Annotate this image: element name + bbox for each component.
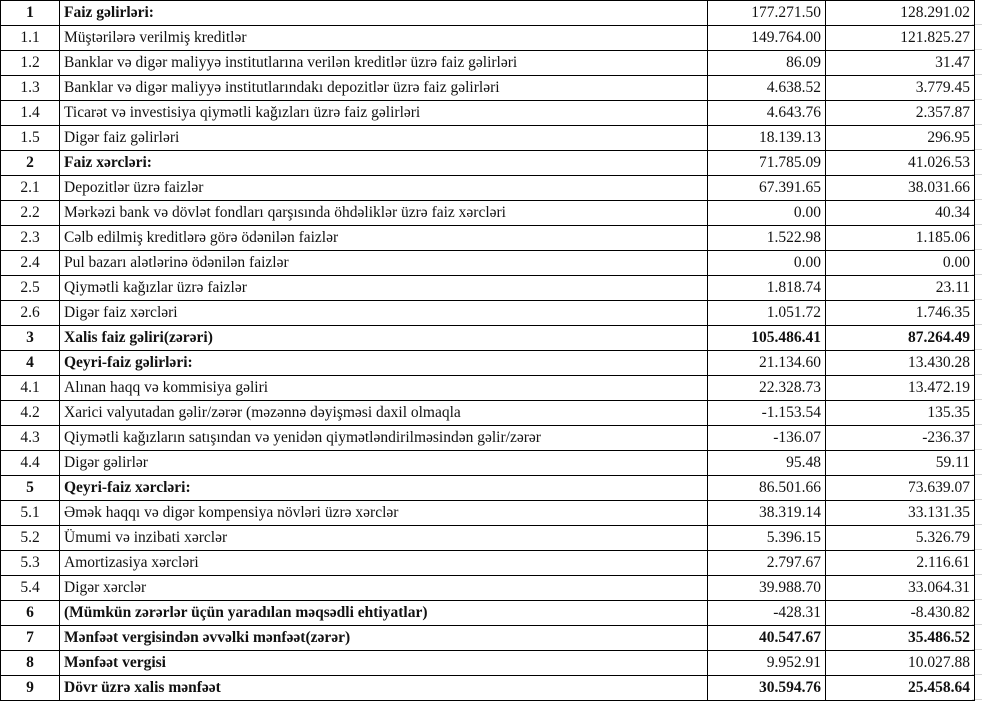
- current-period-value-cell[interactable]: 0.00: [708, 201, 826, 226]
- table-row: [1, 301, 975, 326]
- row-label-cell[interactable]: Xalis faiz gəliri(zərəri): [60, 326, 708, 351]
- row-label-cell[interactable]: Faiz gəlirləri:: [60, 1, 708, 26]
- row-number-cell[interactable]: 5.1: [1, 501, 60, 526]
- table-row: [1, 276, 975, 301]
- table-row: [1, 426, 975, 451]
- current-period-value-cell[interactable]: 71.785.09: [708, 151, 826, 176]
- row-number-cell[interactable]: 3: [1, 326, 60, 351]
- table-row: [1, 601, 975, 626]
- previous-period-value-cell[interactable]: 73.639.07: [826, 476, 975, 501]
- table-row: [1, 451, 975, 476]
- table-row: [1, 176, 975, 201]
- row-number-cell[interactable]: 4.4: [1, 451, 60, 476]
- row-number-cell[interactable]: 4.2: [1, 401, 60, 426]
- current-period-value-cell[interactable]: -136.07: [708, 426, 826, 451]
- current-period-value-cell[interactable]: 39.988.70: [708, 576, 826, 601]
- row-number-cell[interactable]: 5.2: [1, 526, 60, 551]
- row-label-cell[interactable]: Qeyri-faiz gəlirləri:: [60, 351, 708, 376]
- previous-period-value-cell[interactable]: 10.027.88: [826, 651, 975, 676]
- current-period-value-cell[interactable]: 67.391.65: [708, 176, 826, 201]
- table-row: [1, 501, 975, 526]
- current-period-value-cell[interactable]: 30.594.76: [708, 676, 826, 701]
- current-period-value-cell[interactable]: 1.051.72: [708, 301, 826, 326]
- row-number-cell[interactable]: 5: [1, 476, 60, 501]
- table-row: [1, 401, 975, 426]
- table-row: [1, 251, 975, 276]
- current-period-value-cell[interactable]: 105.486.41: [708, 326, 826, 351]
- table-row: [1, 126, 975, 151]
- previous-period-value-cell[interactable]: 87.264.49: [826, 326, 975, 351]
- previous-period-value-cell[interactable]: 121.825.27: [826, 26, 975, 51]
- table-row: [1, 1, 975, 26]
- row-label-cell[interactable]: Digər gəlirlər: [60, 451, 708, 476]
- row-number-cell[interactable]: 2.4: [1, 251, 60, 276]
- row-label-cell[interactable]: Depozitlər üzrə faizlər: [60, 176, 708, 201]
- current-period-value-cell[interactable]: 22.328.73: [708, 376, 826, 401]
- row-label-cell[interactable]: Mənfəət vergisi: [60, 651, 708, 676]
- previous-period-value-cell[interactable]: 33.064.31: [826, 576, 975, 601]
- row-number-cell[interactable]: 2.1: [1, 176, 60, 201]
- table-row: [1, 551, 975, 576]
- row-number-cell[interactable]: 2.3: [1, 226, 60, 251]
- current-period-value-cell[interactable]: 86.09: [708, 51, 826, 76]
- row-number-cell[interactable]: 7: [1, 626, 60, 651]
- table-row: [1, 376, 975, 401]
- table-row: [1, 651, 975, 676]
- current-period-value-cell[interactable]: 21.134.60: [708, 351, 826, 376]
- current-period-value-cell[interactable]: 86.501.66: [708, 476, 826, 501]
- table-row: [1, 151, 975, 176]
- table-row: [1, 201, 975, 226]
- current-period-value-cell[interactable]: 2.797.67: [708, 551, 826, 576]
- row-label-cell[interactable]: Pul bazarı alətlərinə ödənilən faizlər: [60, 251, 708, 276]
- current-period-value-cell[interactable]: -428.31: [708, 601, 826, 626]
- row-number-cell[interactable]: 5.3: [1, 551, 60, 576]
- previous-period-value-cell[interactable]: 23.11: [826, 276, 975, 301]
- row-number-cell[interactable]: 8: [1, 651, 60, 676]
- table-row: [1, 101, 975, 126]
- table-row: [1, 576, 975, 601]
- previous-period-value-cell[interactable]: 41.026.53: [826, 151, 975, 176]
- previous-period-value-cell[interactable]: 5.326.79: [826, 526, 975, 551]
- row-label-cell[interactable]: Faiz xərcləri:: [60, 151, 708, 176]
- row-label-cell[interactable]: Əmək haqqı və digər kompensiya növləri üzrə xərclər: [60, 501, 708, 526]
- current-period-value-cell[interactable]: -1.153.54: [708, 401, 826, 426]
- row-label-cell[interactable]: Qeyri-faiz xərcləri:: [60, 476, 708, 501]
- previous-period-value-cell[interactable]: 31.47: [826, 51, 975, 76]
- row-number-cell[interactable]: 2.5: [1, 276, 60, 301]
- row-number-cell[interactable]: 2.6: [1, 301, 60, 326]
- previous-period-value-cell[interactable]: 35.486.52: [826, 626, 975, 651]
- row-number-cell[interactable]: 1.4: [1, 101, 60, 126]
- row-number-cell[interactable]: 5.4: [1, 576, 60, 601]
- current-period-value-cell[interactable]: 0.00: [708, 251, 826, 276]
- row-label-cell[interactable]: Banklar və digər maliyyə institutlarına verilən kreditlər üzrə faiz gəlirləri: [60, 51, 708, 76]
- previous-period-value-cell[interactable]: 33.131.35: [826, 501, 975, 526]
- table-row: [1, 51, 975, 76]
- previous-period-value-cell[interactable]: 13.472.19: [826, 376, 975, 401]
- current-period-value-cell[interactable]: 40.547.67: [708, 626, 826, 651]
- row-number-cell[interactable]: 9: [1, 676, 60, 701]
- current-period-value-cell[interactable]: 5.396.15: [708, 526, 826, 551]
- previous-period-value-cell[interactable]: 0.00: [826, 251, 975, 276]
- previous-period-value-cell[interactable]: 128.291.02: [826, 1, 975, 26]
- previous-period-value-cell[interactable]: -236.37: [826, 426, 975, 451]
- previous-period-value-cell[interactable]: 296.95: [826, 126, 975, 151]
- row-label-cell[interactable]: Mərkəzi bank və dövlət fondları qarşısında öhdəliklər üzrə faiz xərcləri: [60, 201, 708, 226]
- table-row: [1, 26, 975, 51]
- previous-period-value-cell[interactable]: -8.430.82: [826, 601, 975, 626]
- table-row: [1, 676, 975, 701]
- row-number-cell[interactable]: 4: [1, 351, 60, 376]
- row-label-cell[interactable]: Qiymətli kağızların satışından və yenidən qiymətləndirilməsindən gəlir/zərər: [60, 426, 708, 451]
- table-row: [1, 326, 975, 351]
- row-number-cell[interactable]: 4.3: [1, 426, 60, 451]
- table-row: [1, 351, 975, 376]
- previous-period-value-cell[interactable]: 3.779.45: [826, 76, 975, 101]
- current-period-value-cell[interactable]: 177.271.50: [708, 1, 826, 26]
- row-label-cell[interactable]: Digər faiz xərcləri: [60, 301, 708, 326]
- row-label-cell[interactable]: Ticarət və investisiya qiymətli kağızları üzrə faiz gəlirləri: [60, 101, 708, 126]
- row-label-cell[interactable]: Banklar və digər maliyyə institutlarındakı depozitlər üzrə faiz gəlirləri: [60, 76, 708, 101]
- row-number-cell[interactable]: 1.3: [1, 76, 60, 101]
- table-row: [1, 526, 975, 551]
- previous-period-value-cell[interactable]: 2.116.61: [826, 551, 975, 576]
- row-number-cell[interactable]: 1.5: [1, 126, 60, 151]
- row-label-cell[interactable]: Xarici valyutadan gəlir/zərər (məzənnə dəyişməsi daxil olmaqla: [60, 401, 708, 426]
- current-period-value-cell[interactable]: 9.952.91: [708, 651, 826, 676]
- row-label-cell[interactable]: (Mümkün zərərlər üçün yaradılan məqsədli ehtiyatlar): [60, 601, 708, 626]
- row-label-cell[interactable]: Ümumi və inzibati xərclər: [60, 526, 708, 551]
- current-period-value-cell[interactable]: 149.764.00: [708, 26, 826, 51]
- row-number-cell[interactable]: 1.1: [1, 26, 60, 51]
- current-period-value-cell[interactable]: 1.522.98: [708, 226, 826, 251]
- previous-period-value-cell[interactable]: 1.746.35: [826, 301, 975, 326]
- current-period-value-cell[interactable]: 1.818.74: [708, 276, 826, 301]
- row-label-cell[interactable]: Müştərilərə verilmiş kreditlər: [60, 26, 708, 51]
- row-number-cell[interactable]: 1: [1, 1, 60, 26]
- current-period-value-cell[interactable]: 18.139.13: [708, 126, 826, 151]
- previous-period-value-cell[interactable]: 59.11: [826, 451, 975, 476]
- row-label-cell[interactable]: Amortizasiya xərcləri: [60, 551, 708, 576]
- row-label-cell[interactable]: Qiymətli kağızlar üzrə faizlər: [60, 276, 708, 301]
- current-period-value-cell[interactable]: 4.643.76: [708, 101, 826, 126]
- current-period-value-cell[interactable]: 4.638.52: [708, 76, 826, 101]
- previous-period-value-cell[interactable]: 1.185.06: [826, 226, 975, 251]
- row-label-cell[interactable]: Digər xərclər: [60, 576, 708, 601]
- previous-period-value-cell[interactable]: 135.35: [826, 401, 975, 426]
- row-number-cell[interactable]: 2.2: [1, 201, 60, 226]
- table-row: [1, 626, 975, 651]
- row-number-cell[interactable]: 6: [1, 601, 60, 626]
- current-period-value-cell[interactable]: 95.48: [708, 451, 826, 476]
- previous-period-value-cell[interactable]: 2.357.87: [826, 101, 975, 126]
- current-period-value-cell[interactable]: 38.319.14: [708, 501, 826, 526]
- table-row: [1, 226, 975, 251]
- row-number-cell[interactable]: 4.1: [1, 376, 60, 401]
- row-label-cell[interactable]: Alınan haqq və kommisiya gəliri: [60, 376, 708, 401]
- row-number-cell[interactable]: 1.2: [1, 51, 60, 76]
- previous-period-value-cell[interactable]: 40.34: [826, 201, 975, 226]
- table-row: [1, 76, 975, 101]
- row-label-cell[interactable]: Dövr üzrə xalis mənfəət: [60, 676, 708, 701]
- previous-period-value-cell[interactable]: 13.430.28: [826, 351, 975, 376]
- row-label-cell[interactable]: Cəlb edilmiş kreditlərə görə ödənilən faizlər: [60, 226, 708, 251]
- previous-period-value-cell[interactable]: 25.458.64: [826, 676, 975, 701]
- row-label-cell[interactable]: Mənfəət vergisindən əvvəlki mənfəət(zərər): [60, 626, 708, 651]
- previous-period-value-cell[interactable]: 38.031.66: [826, 176, 975, 201]
- table-row: [1, 476, 975, 501]
- row-label-cell[interactable]: Digər faiz gəlirləri: [60, 126, 708, 151]
- row-number-cell[interactable]: 2: [1, 151, 60, 176]
- income-statement-body: [1, 1, 975, 701]
